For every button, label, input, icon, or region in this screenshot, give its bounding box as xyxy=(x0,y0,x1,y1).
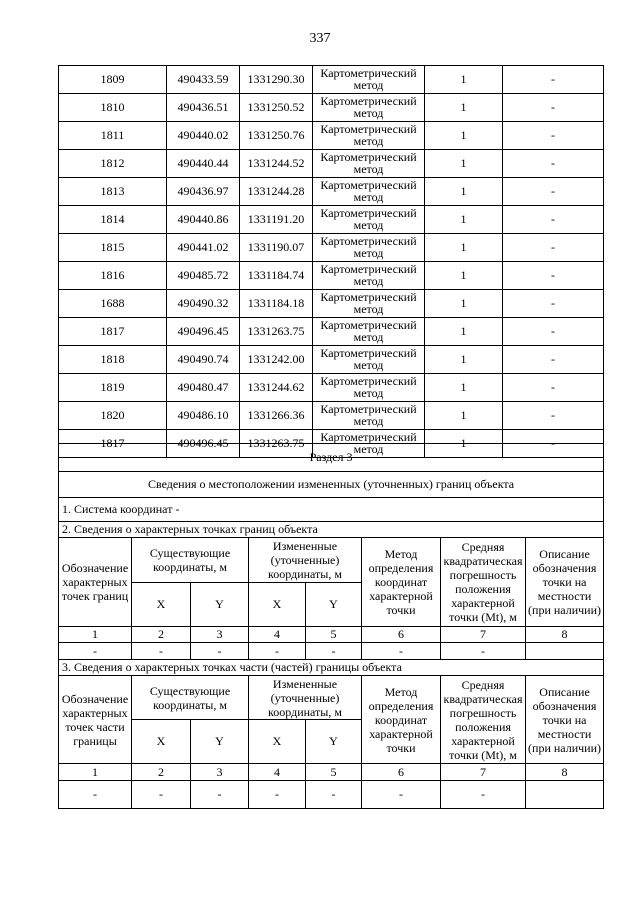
column-numbers-row xyxy=(59,627,604,643)
method-cell: Картометрический метод xyxy=(313,66,425,94)
header-method: Метод определения координат характерной точки xyxy=(362,538,441,627)
point-id-cell: 1809 xyxy=(59,66,167,94)
column-number-cell: 2 xyxy=(132,627,191,643)
point-id-cell: 1816 xyxy=(59,262,167,290)
empty-cell: - xyxy=(59,643,132,660)
coord-x-cell: 490496.45 xyxy=(167,430,240,458)
description-cell: - xyxy=(503,234,604,262)
empty-cell: - xyxy=(441,643,526,660)
table-row xyxy=(59,290,604,318)
method-cell: Картометрический метод xyxy=(313,402,425,430)
column-number-cell: 5 xyxy=(306,764,362,781)
description-cell: - xyxy=(503,346,604,374)
point-id-cell: 1817 xyxy=(59,430,167,458)
header-x: X xyxy=(132,720,191,764)
point-id-cell: 1815 xyxy=(59,234,167,262)
accuracy-cell: 1 xyxy=(425,430,503,458)
empty-cell: - xyxy=(441,781,526,809)
point-id-cell: 1814 xyxy=(59,206,167,234)
point-id-cell: 1810 xyxy=(59,94,167,122)
coord-x-cell: 490433.59 xyxy=(167,66,240,94)
header-y: Y xyxy=(306,720,362,764)
table-row xyxy=(59,374,604,402)
table-row xyxy=(59,318,604,346)
coord-y-cell: 1331250.52 xyxy=(240,94,313,122)
description-cell: - xyxy=(503,150,604,178)
part2-title: 2. Сведения о характерных точках границ объекта xyxy=(59,522,604,538)
coord-x-cell: 490436.97 xyxy=(167,178,240,206)
column-number-cell: 6 xyxy=(362,764,441,781)
accuracy-cell: 1 xyxy=(425,150,503,178)
table-row xyxy=(59,346,604,374)
empty-cell: - xyxy=(306,781,362,809)
coord-system-line: 1. Система координат - xyxy=(59,498,604,522)
coord-x-cell: 490496.45 xyxy=(167,318,240,346)
header-description: Описание обозначения точки на местности (при наличии) xyxy=(526,538,604,627)
table-row xyxy=(59,402,604,430)
coord-y-cell: 1331242.00 xyxy=(240,346,313,374)
coord-x-cell: 490441.02 xyxy=(167,234,240,262)
column-number-cell: 7 xyxy=(441,764,526,781)
empty-cell: - xyxy=(191,781,249,809)
coord-y-cell: 1331244.28 xyxy=(240,178,313,206)
coord-y-cell: 1331266.36 xyxy=(240,402,313,430)
coord-y-cell: 1331263.75 xyxy=(240,430,313,458)
header-x: X xyxy=(249,720,306,764)
accuracy-cell: 1 xyxy=(425,206,503,234)
table-row xyxy=(59,178,604,206)
section-title: Раздел 3 xyxy=(59,444,604,472)
point-id-cell: 1820 xyxy=(59,402,167,430)
method-cell: Картометрический метод xyxy=(313,290,425,318)
method-cell: Картометрический метод xyxy=(313,374,425,402)
section-subtitle: Сведения о местоположении измененных (уточненных) границ объекта xyxy=(59,472,604,498)
coord-y-cell: 1331250.76 xyxy=(240,122,313,150)
empty-cell: - xyxy=(249,781,306,809)
empty-cell: - xyxy=(362,781,441,809)
header-designation: Обозначение характерных точек границ xyxy=(59,538,132,627)
empty-cell: - xyxy=(306,643,362,660)
coord-x-cell: 490490.32 xyxy=(167,290,240,318)
method-cell: Картометрический метод xyxy=(313,122,425,150)
column-number-cell: 1 xyxy=(59,627,132,643)
header-x: X xyxy=(249,583,306,627)
empty-cell xyxy=(526,781,604,809)
header-y: Y xyxy=(191,720,249,764)
header-changed-coords: Измененные (уточненные) координаты, м xyxy=(249,538,362,583)
header-existing-coords: Существующие координаты, м xyxy=(132,538,249,583)
point-id-cell: 1819 xyxy=(59,374,167,402)
coord-x-cell: 490440.44 xyxy=(167,150,240,178)
table-row xyxy=(59,94,604,122)
coord-x-cell: 490440.02 xyxy=(167,122,240,150)
column-number-cell: 7 xyxy=(441,627,526,643)
method-cell: Картометрический метод xyxy=(313,94,425,122)
description-cell: - xyxy=(503,430,604,458)
accuracy-cell: 1 xyxy=(425,318,503,346)
method-cell: Картометрический метод xyxy=(313,178,425,206)
method-cell: Картометрический метод xyxy=(313,346,425,374)
description-cell: - xyxy=(503,206,604,234)
point-id-cell: 1818 xyxy=(59,346,167,374)
method-cell: Картометрический метод xyxy=(313,430,425,458)
coord-y-cell: 1331190.07 xyxy=(240,234,313,262)
column-number-cell: 1 xyxy=(59,764,132,781)
table-row xyxy=(59,150,604,178)
page-number: 337 xyxy=(309,31,331,46)
point-id-cell: 1688 xyxy=(59,290,167,318)
header-y: Y xyxy=(191,583,249,627)
header-accuracy: Средняя квадратическая погрешность положения характерной точки (Mt), м xyxy=(441,538,526,627)
section3-table xyxy=(58,443,604,809)
coord-y-cell: 1331244.52 xyxy=(240,150,313,178)
description-cell: - xyxy=(503,122,604,150)
method-cell: Картометрический метод xyxy=(313,234,425,262)
coord-x-cell: 490485.72 xyxy=(167,262,240,290)
empty-cell: - xyxy=(132,643,191,660)
table-row xyxy=(59,122,604,150)
empty-data-row xyxy=(59,781,604,809)
method-cell: Картометрический метод xyxy=(313,206,425,234)
header-x: X xyxy=(132,583,191,627)
table-row xyxy=(59,234,604,262)
description-cell: - xyxy=(503,402,604,430)
empty-cell xyxy=(526,643,604,660)
header-y: Y xyxy=(306,583,362,627)
method-cell: Картометрический метод xyxy=(313,262,425,290)
column-numbers-row xyxy=(59,764,604,781)
coord-y-cell: 1331191.20 xyxy=(240,206,313,234)
coord-y-cell: 1331290.30 xyxy=(240,66,313,94)
empty-data-row xyxy=(59,643,604,660)
description-cell: - xyxy=(503,290,604,318)
accuracy-cell: 1 xyxy=(425,122,503,150)
column-number-cell: 6 xyxy=(362,627,441,643)
column-number-cell: 3 xyxy=(191,764,249,781)
accuracy-cell: 1 xyxy=(425,262,503,290)
coord-x-cell: 490486.10 xyxy=(167,402,240,430)
empty-cell: - xyxy=(249,643,306,660)
header-accuracy: Средняя квадратическая погрешность положения характерной точки (Mt), м xyxy=(441,676,526,764)
coord-x-cell: 490440.86 xyxy=(167,206,240,234)
description-cell: - xyxy=(503,94,604,122)
point-id-cell: 1812 xyxy=(59,150,167,178)
table-row xyxy=(59,206,604,234)
column-number-cell: 3 xyxy=(191,627,249,643)
accuracy-cell: 1 xyxy=(425,94,503,122)
accuracy-cell: 1 xyxy=(425,346,503,374)
coord-x-cell: 490480.47 xyxy=(167,374,240,402)
table-row xyxy=(59,262,604,290)
empty-cell: - xyxy=(191,643,249,660)
coord-y-cell: 1331184.18 xyxy=(240,290,313,318)
column-number-cell: 5 xyxy=(306,627,362,643)
header-existing-coords: Существующие координаты, м xyxy=(132,676,249,720)
coord-x-cell: 490490.74 xyxy=(167,346,240,374)
description-cell: - xyxy=(503,262,604,290)
column-number-cell: 8 xyxy=(526,764,604,781)
header-designation-part: Обозначение характерных точек части границы xyxy=(59,676,132,764)
part3-title: 3. Сведения о характерных точках части (частей) границы объекта xyxy=(59,660,604,676)
header-method: Метод определения координат характерной точки xyxy=(362,676,441,764)
point-id-cell: 1811 xyxy=(59,122,167,150)
column-number-cell: 8 xyxy=(526,627,604,643)
accuracy-cell: 1 xyxy=(425,234,503,262)
description-cell: - xyxy=(503,66,604,94)
coord-y-cell: 1331263.75 xyxy=(240,318,313,346)
table-row xyxy=(59,66,604,94)
column-number-cell: 2 xyxy=(132,764,191,781)
column-number-cell: 4 xyxy=(249,764,306,781)
header-changed-coords: Измененные (уточненные) координаты, м xyxy=(249,676,362,720)
coord-x-cell: 490436.51 xyxy=(167,94,240,122)
method-cell: Картометрический метод xyxy=(313,150,425,178)
description-cell: - xyxy=(503,178,604,206)
description-cell: - xyxy=(503,318,604,346)
header-description: Описание обозначения точки на местности (при наличии) xyxy=(526,676,604,764)
description-cell: - xyxy=(503,374,604,402)
empty-cell: - xyxy=(59,781,132,809)
empty-cell: - xyxy=(362,643,441,660)
coord-y-cell: 1331244.62 xyxy=(240,374,313,402)
coord-y-cell: 1331184.74 xyxy=(240,262,313,290)
accuracy-cell: 1 xyxy=(425,290,503,318)
accuracy-cell: 1 xyxy=(425,374,503,402)
accuracy-cell: 1 xyxy=(425,178,503,206)
point-id-cell: 1817 xyxy=(59,318,167,346)
accuracy-cell: 1 xyxy=(425,402,503,430)
column-number-cell: 4 xyxy=(249,627,306,643)
accuracy-cell: 1 xyxy=(425,66,503,94)
point-id-cell: 1813 xyxy=(59,178,167,206)
empty-cell: - xyxy=(132,781,191,809)
method-cell: Картометрический метод xyxy=(313,318,425,346)
points-table xyxy=(58,65,604,458)
